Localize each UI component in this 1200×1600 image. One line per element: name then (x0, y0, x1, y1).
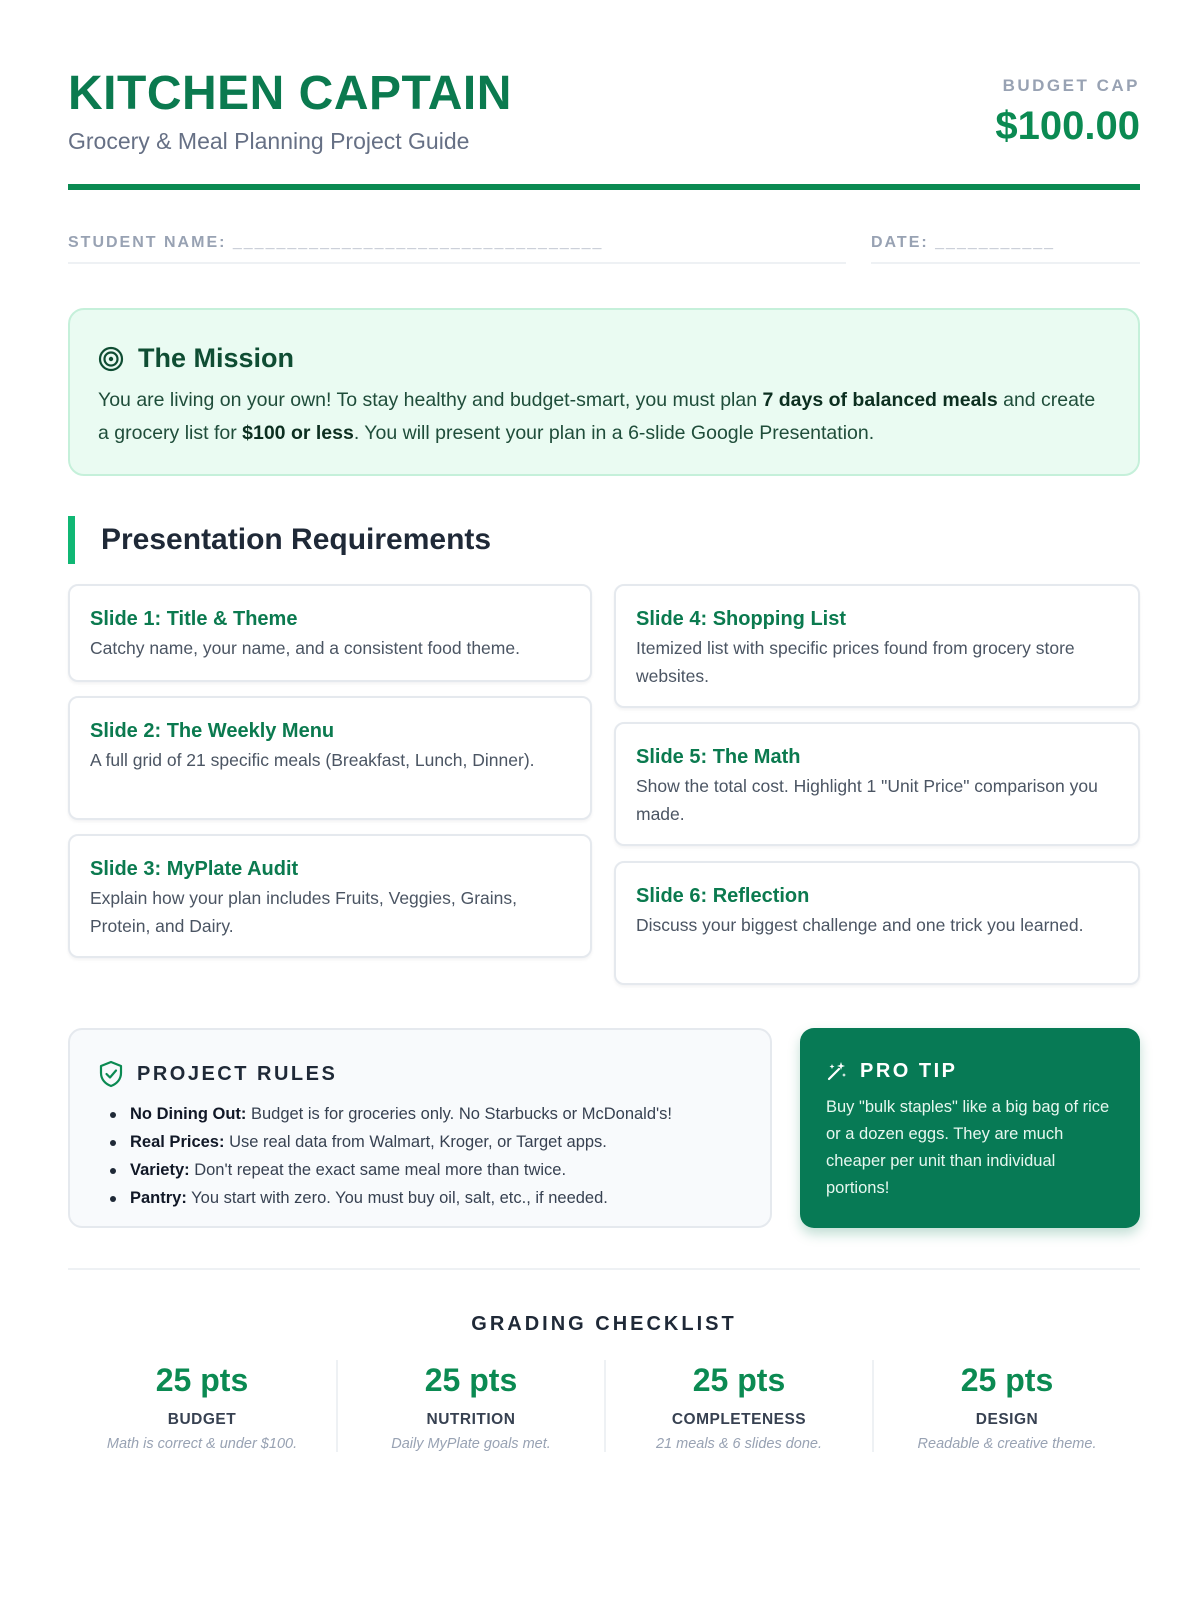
grade-item-design (872, 1360, 1140, 1452)
mission-budget-highlight: $100 or less (242, 422, 354, 444)
grade-description: Daily MyPlate goals met. (391, 1436, 551, 1452)
slide-card-4 (614, 584, 1140, 708)
grade-item-nutrition (336, 1360, 604, 1452)
header (68, 66, 1140, 190)
mission-days-highlight: 7 days of balanced meals (762, 389, 998, 411)
requirements-heading (68, 516, 492, 564)
page-title: KITCHEN CAPTAIN (68, 67, 512, 120)
slide-card-title: Slide 1: Title & Theme (90, 608, 298, 630)
grade-item-completeness (604, 1360, 872, 1452)
slide-card-title: Slide 5: The Math (636, 746, 801, 768)
slide-card-title: Slide 3: MyPlate Audit (90, 858, 299, 880)
target-icon (98, 346, 124, 372)
slide-card-text: A full grid of 21 specific meals (Breakfast, Lunch, Dinner). (90, 750, 535, 770)
slide-card-title: Slide 4: Shopping List (636, 608, 846, 630)
slide-card-1 (68, 584, 592, 682)
slide-card-2 (68, 696, 592, 820)
slide-card-text: Itemized list with specific prices found from grocery store websites. (636, 638, 1075, 686)
budget-cap-value: $100.00 (995, 104, 1140, 148)
grade-category: BUDGET (167, 1411, 237, 1428)
grade-points: 25 pts (155, 1362, 249, 1398)
grade-description: Readable & creative theme. (917, 1436, 1097, 1452)
slide-card-title: Slide 2: The Weekly Menu (90, 720, 335, 742)
mission-text: You are living on your own! To stay healthy and budget-smart, you must plan 7 days of balanced meals and create a grocery list for $100 or less. You will present your plan in a 6-slide Google Presentation. (98, 389, 1096, 444)
date-field[interactable]: DATE: ___________ (871, 226, 1140, 264)
slide-card-title: Slide 6: Reflection (636, 885, 810, 907)
pro-tip-box (800, 1028, 1140, 1228)
grade-points: 25 pts (960, 1362, 1054, 1398)
sparkle-icon (826, 1060, 848, 1082)
list-item: Pantry: You start with zero. You must buy oil, salt, etc., if needed. (100, 1184, 760, 1212)
grade-description: Math is correct & under $100. (106, 1436, 298, 1452)
worksheet-page (68, 0, 1140, 1600)
slide-card-text: Show the total cost. Highlight 1 "Unit Price" comparison you made. (636, 776, 1098, 824)
rules-list (100, 1100, 760, 1212)
slide-card-text: Explain how your plan includes Fruits, Veggies, Grains, Protein, and Dairy. (90, 888, 518, 936)
grading-checklist-title: GRADING CHECKLIST (471, 1313, 737, 1335)
grade-description: 21 meals & 6 slides done. (655, 1436, 823, 1452)
slide-card-text: Discuss your biggest challenge and one trick you learned. (636, 915, 1084, 935)
grade-category: COMPLETENESS (671, 1411, 807, 1428)
list-item: No Dining Out: Budget is for groceries only. No Starbucks or McDonald's! (100, 1100, 760, 1128)
slide-card-text: Catchy name, your name, and a consistent food theme. (90, 638, 520, 658)
list-item: Real Prices: Use real data from Walmart, Kroger, or Target apps. (100, 1128, 760, 1156)
mission-title: The Mission (138, 343, 295, 373)
pro-tip-title: PRO TIP (860, 1060, 958, 1082)
grade-category: DESIGN (975, 1411, 1039, 1428)
grade-points: 25 pts (692, 1362, 786, 1398)
pro-tip-text: Buy "bulk staples" like a big bag of rice or a dozen eggs. They are much cheaper per unit than individual portions! (826, 1098, 1110, 1197)
grade-points: 25 pts (424, 1362, 518, 1398)
grade-item-budget (68, 1360, 336, 1452)
slide-card-6 (614, 861, 1140, 985)
mission-box (68, 308, 1140, 476)
budget-cap-label: BUDGET CAP (1002, 76, 1140, 95)
slide-card-3 (68, 834, 592, 958)
grade-category: NUTRITION (426, 1411, 516, 1428)
project-rules-title: PROJECT RULES (137, 1063, 338, 1085)
student-name-field[interactable]: STUDENT NAME: __________________________________ (68, 226, 846, 264)
shield-check-icon (98, 1060, 124, 1088)
project-rules-box (68, 1028, 772, 1228)
list-item: Variety: Don't repeat the exact same meal more than twice. (100, 1156, 760, 1184)
requirements-title: Presentation Requirements (101, 523, 492, 556)
page-subtitle: Grocery & Meal Planning Project Guide (68, 128, 470, 154)
section-divider (68, 1268, 1140, 1270)
slide-card-5 (614, 722, 1140, 846)
